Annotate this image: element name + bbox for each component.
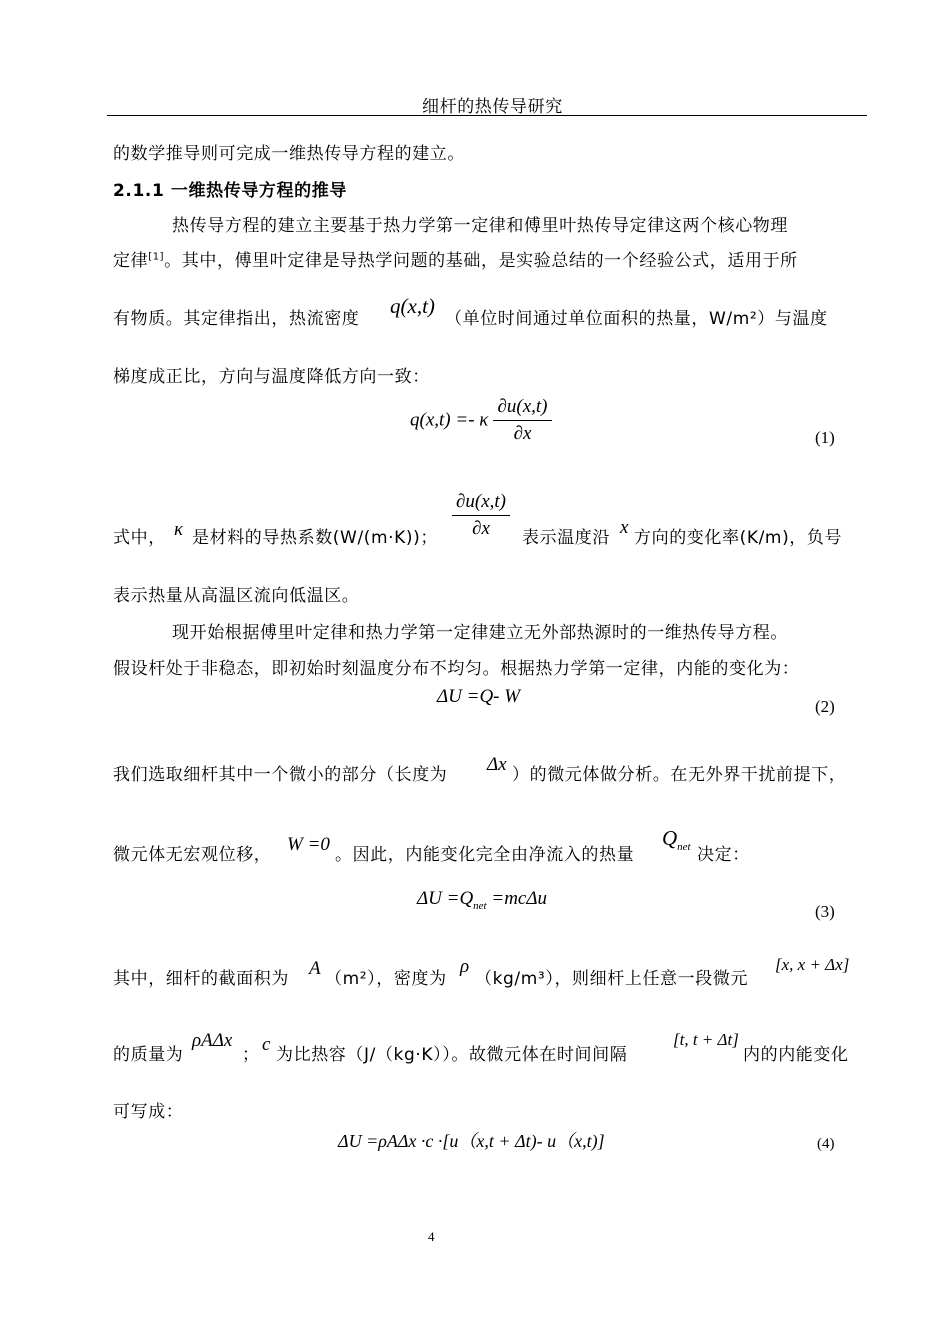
equation-4: ΔU =ρAΔx ·c ·[u（x,t + Δt)- u（x,t)] [338,1131,605,1151]
inline-interval-x: [x, x + Δx] [775,955,850,974]
equation-3 [417,888,547,912]
paragraph-2-b: 是材料的导热系数(W/(m·K))； [192,528,438,548]
eq3-subscript: net [473,899,487,912]
paragraph-4-a: 我们选取细杆其中一个微小的部分（长度为 [113,765,448,785]
paragraph-3-line-2: 假设杆处于非稳态，即初始时刻温度分布不均匀。根据热力学第一定律，内能的变化为： [113,659,800,679]
equation-number-4: (4) [817,1136,835,1152]
derivative-fraction [452,491,510,540]
inline-math-q: q(x,t) [390,294,435,318]
eq1-denominator: ∂x [513,423,532,444]
inline-math-kappa: κ [174,519,184,540]
paragraph-4-b: ）的微元体做分析。在无外界干扰前提下， [512,765,847,785]
text-span: 定律 [113,251,149,271]
paragraph-5-a: 微元体无宏观位移， [113,845,272,865]
page-number: 4 [428,1229,435,1244]
inline-math-w0: W =0 [287,834,330,855]
qnet-symbol: Q [662,826,678,850]
paragraph-1-line-1: 热传导方程的建立主要基于热力学第一定律和傅里叶热传导定律这两个核心物理 [172,216,788,236]
paragraph-2-d: 方向的变化率(K/m)，负号 [634,528,843,548]
inline-derivative [452,491,510,540]
paragraph-1-line-4: 梯度成正比，方向与温度降低方向一致： [113,367,430,387]
eq1-fraction [493,396,551,445]
paragraph-3-line-1: 现开始根据傅里叶定律和热力学第一定律建立无外部热源时的一维热传导方程。 [172,623,788,643]
paragraph-1-line-2 [113,246,798,271]
paragraph-intro-line: 的数学推导则可完成一维热传导方程的建立。 [113,144,465,164]
section-heading: 2.1.1 一维热传导方程的推导 [113,181,347,201]
header-rule [107,115,867,116]
eq3-part-a: ΔU =Q [417,888,474,909]
derivative-numerator: ∂u(x,t) [456,491,507,512]
inline-interval-t: [t, t + Δt] [673,1030,739,1049]
paragraph-6-a: 其中，细杆的截面积为 [113,969,289,989]
inline-math-rho: ρ [460,956,470,977]
running-header-title: 细杆的热传导研究 [422,97,563,117]
text-span: 。其中，傅里叶定律是导热学问题的基础，是实验总结的一个经验公式，适用于所 [164,251,798,271]
paragraph-6-b: （m²），密度为 [325,969,447,989]
inline-math-qnet [662,826,691,853]
eq1-lhs: q(x,t) =- κ [410,409,489,431]
paragraph-7-a: 的质量为 [113,1045,184,1065]
derivative-denominator: ∂x [472,518,490,539]
paragraph-7-d: 内的内能变化 [743,1045,849,1065]
inline-math-c: c [262,1034,271,1055]
paragraph-7-c: 为比热容（J/（kg·K））。故微元体在时间间隔 [276,1045,628,1065]
paragraph-2-c: 表示温度沿 [522,528,610,548]
inline-math-x: x [620,517,629,538]
paragraph-5-c: 决定： [697,845,750,865]
equation-number-3: (3) [815,902,835,921]
equation-2: ΔU =Q- W [437,686,521,707]
paragraph-5-b: 。因此，内能变化完全由净流入的热量 [335,845,635,865]
qnet-subscript: net [677,840,691,853]
eq1-numerator: ∂u(x,t) [497,396,548,417]
inline-math-dx: Δx [487,754,507,775]
citation-ref: [1] [148,251,165,263]
paragraph-6-c: （kg/m³），则细杆上任意一段微元 [475,969,749,989]
eq3-part-b: =mcΔu [486,888,548,909]
paragraph-8: 可写成： [113,1102,184,1122]
paragraph-7-b: ； [242,1045,260,1065]
equation-number-1: (1) [815,428,835,447]
equation-1 [410,396,552,445]
paragraph-2-line-2: 表示热量从高温区流向低温区。 [113,586,360,606]
equation-number-2: (2) [815,697,835,716]
paragraph-1-line-3b: （单位时间通过单位面积的热量，W/m²）与温度 [445,309,828,329]
paragraph-2-a: 式中， [113,528,166,548]
inline-math-rhoAdx: ρAΔx [192,1030,233,1051]
inline-math-A: A [309,958,321,979]
paragraph-1-line-3a: 有物质。其定律指出，热流密度 [113,309,360,329]
